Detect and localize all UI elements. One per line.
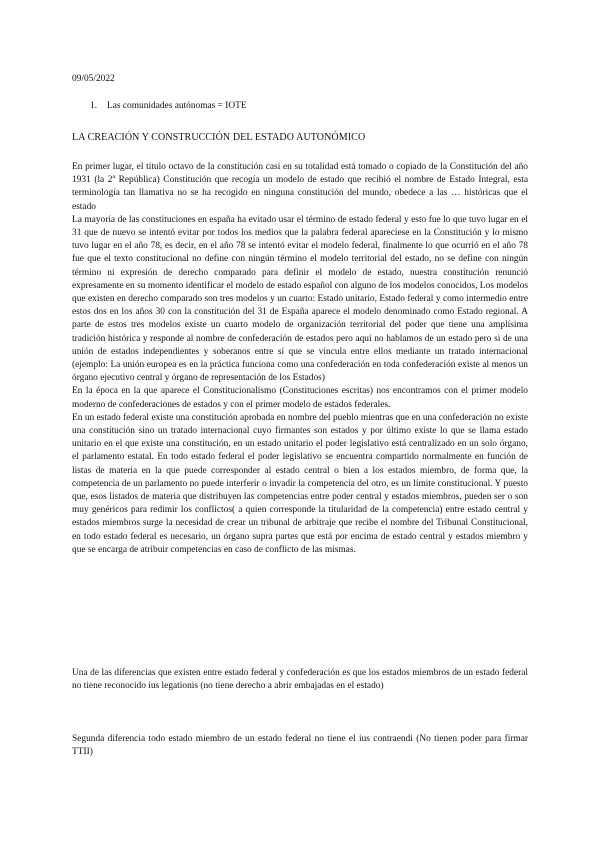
list-item-number: 1. (90, 101, 98, 111)
paragraph-constitutionalism: En la época en la que aparece el Constitucionalismo (Constituciones escritas) nos encontramos con el primer modelo moderno de confederaciones de estados y con el primer modelo de estados federales. (72, 386, 528, 410)
document-date: 09/05/2022 (72, 74, 115, 84)
paragraph-federal-state: En un estado federal existe una constitución aprobada en nombre del pueblo mientras que en una confederación no existe una constitución sino un tratado internacional cuyo firmantes son estados y por último existe lo que se llama estado unitario en el que existe una constitución, en un estado unitario el poder legislativo está centralizado en un solo órgano, el parlamento estatal. En todo estado federal el poder legislativo se encuentra compartido normalmente en función de listas de materia en la que puede corresponder al estado central o bien a los estados miembro, de forma que, la competencia de un parlamento no puede interferir o invadir la competencia del otro, es un límite constitucional. Y puesto que, esos listados de materia que distribuyen las competencias entre poder central y estados miembros, pueden ser o son muy genéricos para redimir los conflictos( a quien corresponde la titularidad de la competencia) entre estado central y estados miembros surge la necesidad de crear un tribunal de arbitraje que recibe el nombre del Tribunal Constitucional, en todo estado federal es necesario, un órgano supra partes que está por encima de estado central y estados miembro y que se encarga de atribuir competencias en caso de conflicto de las mismas. (72, 412, 528, 555)
paragraph-intro: En primer lugar, el título octavo de la constitución casi en su totalidad está tomado o copiado de la Constitución del año 1931 (la 2ª República) Constitución que recogía un modelo de estado que recibió el nombre de Estado Integral, esta terminología tan llamativa no se ha recogido en ninguna constitución del mundo, obedece a las … históricas que el estado (72, 162, 528, 212)
paragraph-first-difference: Una de las diferencias que existen entre estado federal y confederación es que los estados miembros de un estado federal no tiene reconocido ius legationis (no tiene derecho a abrir embajadas en el estado) (72, 668, 528, 692)
section-heading: LA CREACIÓN Y CONSTRUCCIÓN DEL ESTADO AUTONÓMICO (72, 132, 366, 143)
list-item-text: Las comunidades autónomas = IOTE (107, 101, 247, 111)
paragraph-second-difference: Segunda diferencia todo estado miembro de un estado federal no tiene el ius contraendi (No tienen poder para firmar TTII) (72, 734, 528, 758)
numbered-list-item (90, 100, 247, 113)
main-text-block (72, 161, 528, 557)
paragraph-models: La mayoría de las constituciones en españa ha evitado usar el término de estado federal y esto fue lo que tuvo lugar en el 31 que de nuevo se intentó evitar por todos los medios que la palabra federal apareciese en la Constitución y lo mismo tuvo lugar en el año 78, es decir, en el año 78 se intentó evitar el modelo federal, finalmente lo que ocurrió en el año 78 fue que el texto constitucional no define con ningún término el modelo territorial del estado, no se define con ningún término ni expresión de derecho comparado para definir el modelo de estado, nuestra constitución renunció expresamente en su momento identificar el modelo de estado español con alguno de los modelos conocidos, Los modelos que existen en derecho comparado son tres modelos y un cuarto: Estado unitario, Estado federal y como intermedio entre estos dos en los años 30 con la constitución del 31 de España aparece el modelo denominado como Estado regional. A parte de estos tres modelos existe un cuarto modelo de organización territorial del poder que tiene una amplísima tradición histórica y responde al nombre de confederación de estados pero aquí no hablamos de un estado pero si de una unión de estados independientes y soberanos entre sí que se vincula entre ellos mediante un tratado internacional (ejemplo: La unión europea es en la práctica funciona como una confederación en toda confederación existe al menos un órgano ejecutivo central y órgano de representación de los Estados) (72, 214, 528, 384)
